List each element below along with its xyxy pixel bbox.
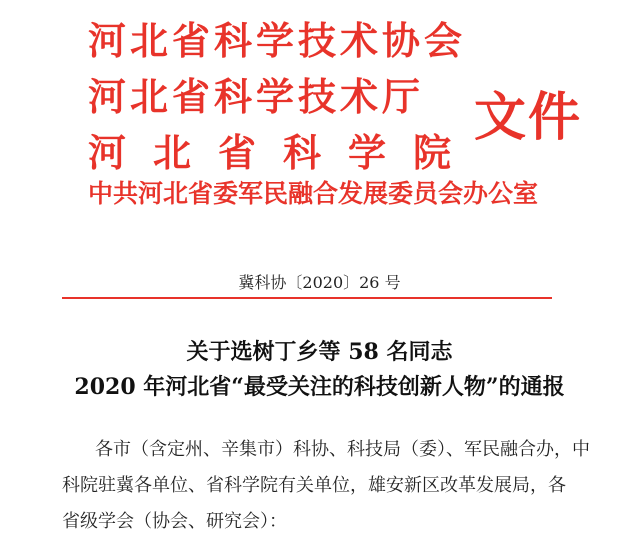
issuer-committee-office: 中共河北省委军民融合发展委员会办公室 bbox=[88, 179, 539, 208]
document-type-label: 文件 bbox=[474, 87, 583, 148]
document-title-line-1: 关于选树丁乡等 58 名同志 bbox=[186, 339, 453, 365]
document-number: 冀科协〔2020〕26 号 bbox=[238, 273, 401, 292]
issuer-department: 河北省科学技术厅 bbox=[88, 74, 425, 119]
body-paragraph-line-3: 省级学会（协会、研究会）： bbox=[62, 511, 287, 532]
body-paragraph-line-2: 科院驻冀各单位、省科学院有关单位，雄安新区改革发展局，各 bbox=[62, 475, 566, 496]
document-title-line-2: 2020 年河北省“最受关注的科技创新人物”的通报 bbox=[74, 374, 565, 400]
body-paragraph-line-1: 各市（含定州、辛集市）科协、科技局（委）、军民融合办，中 bbox=[95, 439, 590, 460]
issuer-association: 河北省科学技术协会 bbox=[88, 18, 467, 63]
red-divider bbox=[62, 297, 552, 299]
issuer-academy: 河北省科学院 bbox=[88, 130, 479, 175]
